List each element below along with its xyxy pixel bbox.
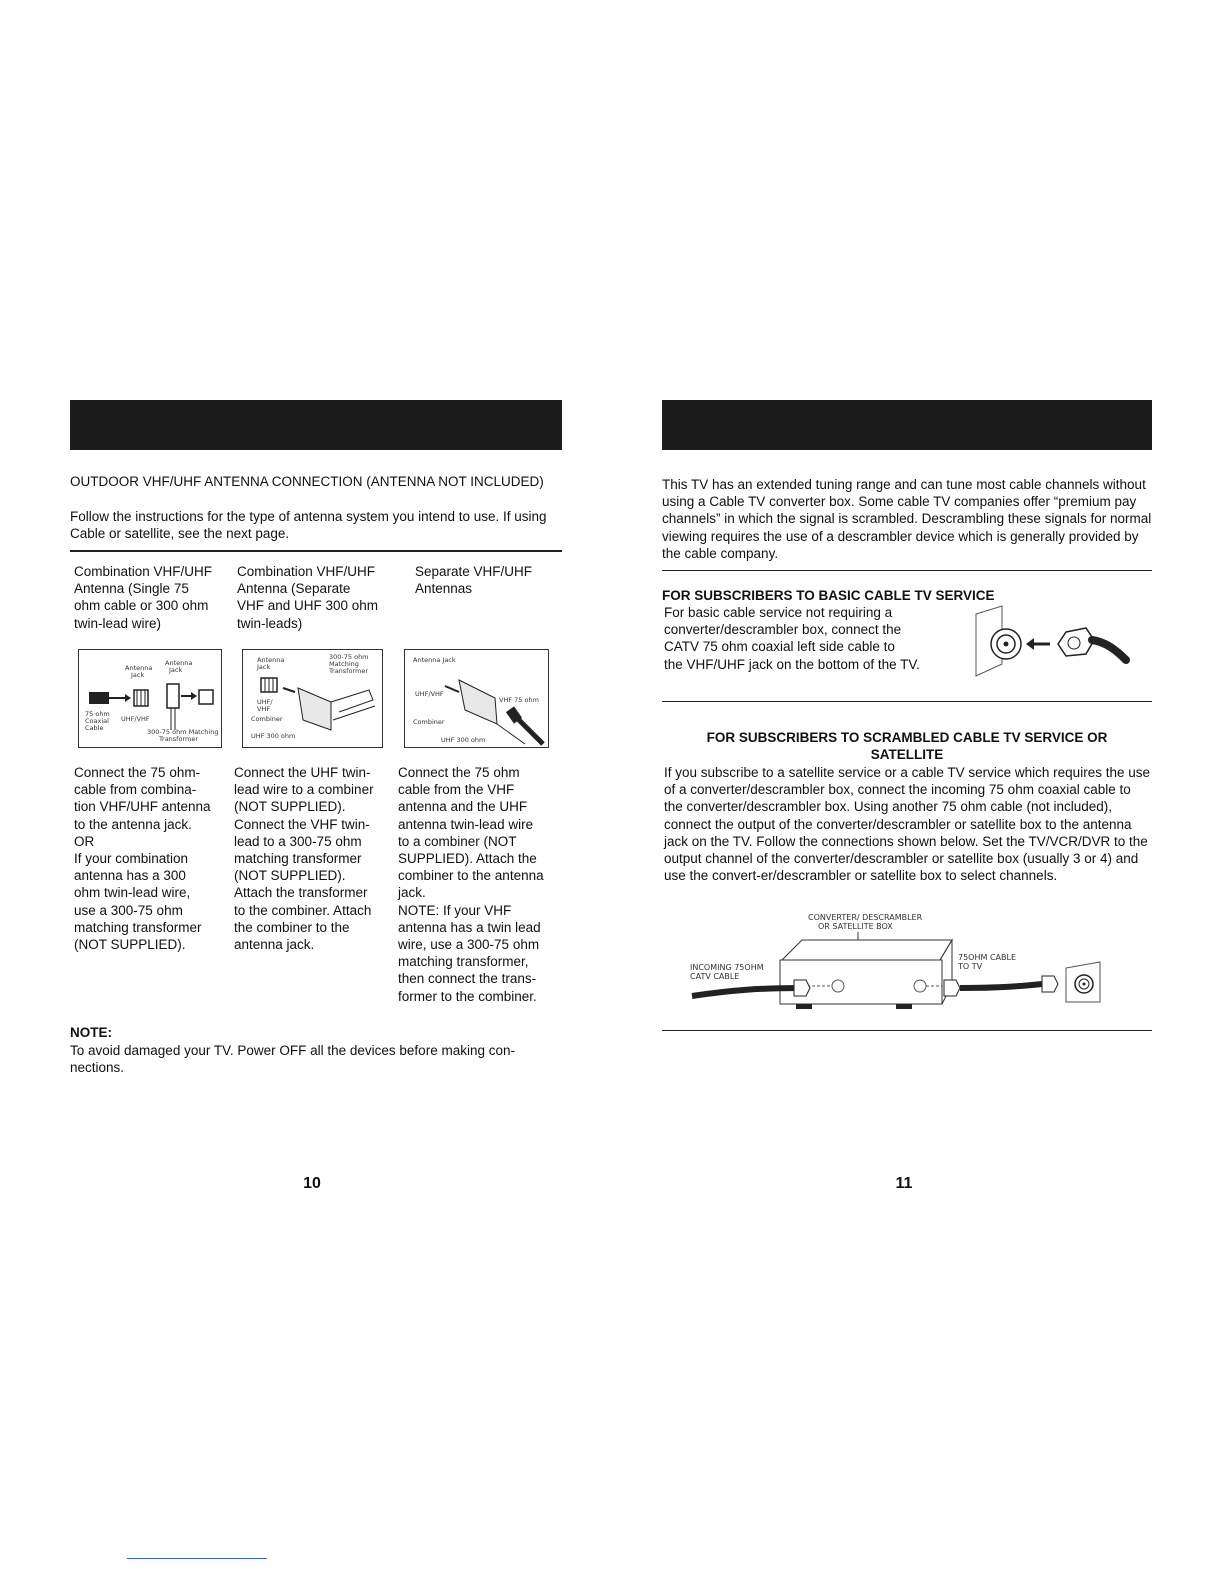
transformer-icon — [167, 684, 179, 708]
combiner-icon — [298, 688, 331, 730]
svg-text:Transformer: Transformer — [329, 667, 369, 675]
fig3-label-uhfvhf: UHF/VHF — [415, 690, 444, 698]
fig1-label-jack-a: Antenna — [125, 664, 153, 672]
col3-title: Separate VHF/UHF Antennas — [415, 564, 533, 597]
footer-link-line[interactable] — [127, 1558, 267, 1559]
fig3-label-uhf: UHF 300 ohm — [441, 736, 486, 744]
scrambled-cable-heading: FOR SUBSCRIBERS TO SCRAMBLED CABLE TV SERVICE OR SATELLITE — [706, 730, 1108, 763]
right-divider-1 — [662, 570, 1152, 571]
output-cable-label-2: TO TV — [958, 962, 983, 971]
antenna-diagram-3 — [404, 649, 549, 748]
combiner-icon — [459, 680, 497, 724]
fig2-label-uhf: UHF 300 ohm — [251, 732, 296, 740]
page-number-left: 10 — [303, 1175, 321, 1192]
converter-box-diagram — [682, 910, 1132, 1018]
right-page — [662, 0, 1152, 1584]
svg-text:Cable: Cable — [85, 724, 104, 732]
antenna-diagram-1 — [78, 649, 222, 748]
converter-label-line1: CONVERTER/ DESCRAMBLER — [808, 913, 923, 922]
fig3-label-jack: Antenna Jack — [413, 656, 456, 664]
left-divider — [70, 550, 562, 552]
fig2-label-jack: Antenna — [257, 656, 285, 664]
converter-box-top — [782, 940, 952, 960]
page-number-right: 11 — [895, 1175, 913, 1192]
fig2-label-transformer: 300-75 ohm — [329, 653, 369, 661]
svg-text:Coaxial: Coaxial — [85, 717, 109, 725]
basic-cable-diagram — [974, 604, 1134, 678]
converter-label-line2: OR SATELLITE BOX — [818, 922, 893, 931]
basic-cable-text: For basic cable service not requiring a converter/descrambler box, connect the CATV 75 ohm coaxial left side cable to the VHF/UHF jack on the bottom of the TV. — [664, 605, 920, 672]
incoming-cable-label-1: INCOMING 75OHM — [690, 963, 764, 972]
fig3-label-vhf: VHF 75 ohm — [499, 696, 539, 704]
note-label: NOTE: — [70, 1025, 112, 1040]
col2-title: Combination VHF/UHF Antenna (Separate VHF and UHF 300 ohm twin-leads) — [237, 564, 379, 631]
coax-cable-icon — [89, 692, 109, 704]
fig1-label-jack-b: Antenna — [165, 659, 193, 667]
right-divider-3 — [662, 1030, 1152, 1031]
svg-text:Jack: Jack — [131, 671, 145, 679]
scrambled-cable-text: If you subscribe to a satellite service or a cable TV service which requires the use of a converter/descrambler box, connect the incoming 75 ohm coaxial cable to the converter/descrambler box. Using another 75 ohm cable (not included), connect the output of the converter/descrambler or satellite box to the antenna jack on the TV. Follow the connections shown below. Set the TV/VCR/DVR to the output channel of the converter/descrambler or satellite box (usually 3 or 4) and use the convert-er/descrambler or satellite box to select channels. — [664, 765, 1150, 884]
output-cable-icon — [960, 984, 1042, 988]
fig1-label-transformer: 300-75 ohm Matching — [147, 728, 219, 736]
fig1-label-uhfvhf: UHF/VHF — [121, 715, 150, 723]
fig2-label-combiner: Combiner — [251, 715, 283, 723]
basic-cable-heading: FOR SUBSCRIBERS TO BASIC CABLE TV SERVICE — [662, 588, 995, 603]
col1-title: Combination VHF/UHF Antenna (Single 75 ohm cable or 300 ohm twin-lead wire) — [74, 564, 213, 631]
left-intro: Follow the instructions for the type of antenna system you intend to use. If using Cable or satellite, see the next page. — [70, 509, 547, 542]
incoming-cable-label-2: CATV CABLE — [690, 972, 740, 981]
col3-instructions: Connect the 75 ohm cable from the VHF antenna and the UHF antenna twin-lead wire to a combiner (NOT SUPPLIED). Attach the combiner to the antenna jack. NOTE: If your VHF antenna has a twin lead wire, use a 300-75 ohm matching transformer, then connect the trans- former to the combiner. — [398, 765, 544, 1004]
svg-text:Transformer: Transformer — [159, 735, 199, 743]
svg-text:Jack: Jack — [169, 666, 183, 674]
left-page — [70, 0, 562, 1584]
left-heading: OUTDOOR VHF/UHF ANTENNA CONNECTION (ANTENNA NOT INCLUDED) — [70, 474, 544, 489]
fig2-label-uhfvhf: UHF/ — [257, 698, 273, 706]
left-header-bar — [70, 400, 562, 450]
note-text: To avoid damaged your TV. Power OFF all the devices before making con- nections. — [70, 1043, 515, 1076]
svg-text:Matching: Matching — [329, 660, 359, 668]
fig1-label-coax: 75 ohm — [85, 710, 110, 718]
svg-text:VHF: VHF — [257, 705, 271, 713]
svg-text:Jack: Jack — [257, 663, 271, 671]
right-intro: This TV has an extended tuning range and can tune most cable channels without using a Cable TV converter box. Some cable TV companies offer “premium pay channels” in which the signal is scrambled. Descrambling these signals for normal viewing requires the use of a descrambler device which is generally provided by the cable company. — [662, 477, 1152, 561]
right-header-bar — [662, 400, 1152, 450]
output-cable-label-1: 75OHM CABLE — [958, 953, 1016, 962]
col2-instructions: Connect the UHF twin- lead wire to a combiner (NOT SUPPLIED). Connect the VHF twin- lead to a 300-75 ohm matching transformer (NOT SUPPLIED). Attach the transformer to the combiner. Attach the combiner to the antenna jack. — [234, 765, 374, 953]
antenna-diagram-2 — [242, 649, 383, 748]
right-divider-2 — [662, 701, 1152, 702]
col1-instructions: Connect the 75 ohm- cable from combina- tion VHF/UHF antenna to the antenna jack. OR If your combination antenna has a 300 ohm twin-lead wire, use a 300-75 ohm matching transformer (NOT SUPPLIED). — [74, 765, 211, 953]
fig3-label-combiner: Combiner — [413, 718, 445, 726]
